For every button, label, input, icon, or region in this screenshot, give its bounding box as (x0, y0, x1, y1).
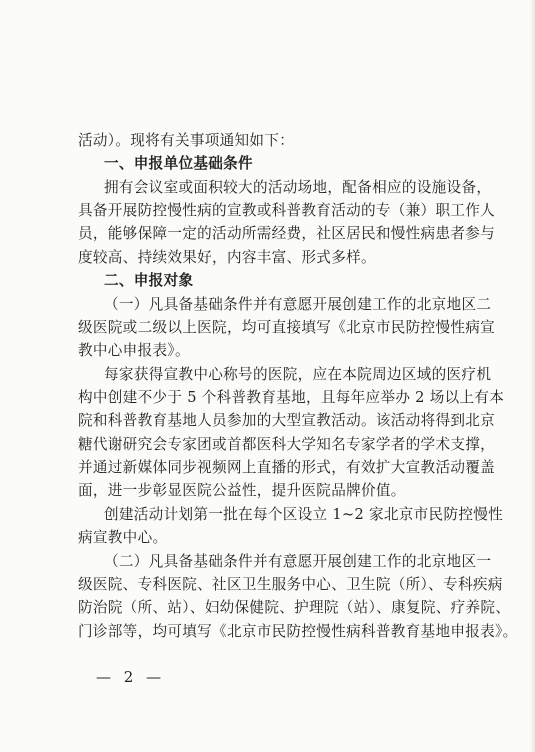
text-line: 级医院、专科医院、社区卫生服务中心、卫生院（所）、专科疾病 (78, 576, 503, 593)
text-line: 病宣教中心。 (78, 529, 168, 546)
scan-edge-shadow (529, 0, 535, 752)
text-line: （二）凡具备基础条件并有意愿开展创建工作的北京地区一 (104, 553, 492, 570)
text-line: 门诊部等，均可填写《北京市民防控慢性病科普教育基地申报表》。 (78, 623, 518, 640)
text-line: 级医院或二级以上医院，均可直接填写《北京市民防控慢性病宣 (78, 319, 496, 336)
text-line: 拥有会议室或面积较大的活动场地，配备相应的设施设备， (104, 179, 492, 196)
section-heading: 二、申报对象 (104, 272, 194, 289)
text-line: 教中心申报表》。 (78, 342, 190, 359)
text-line: （一）凡具备基础条件并有意愿开展创建工作的北京地区二 (104, 296, 492, 313)
text-line: 构中创建不少于 5 个科普教育基地，且每年应举办 2 场以上有本 (78, 389, 505, 406)
text-line: 度较高、持续效果好，内容丰富、形式多样。 (78, 249, 376, 266)
text-line: 员，能够保障一定的活动所需经费，社区居民和慢性病患者参与 (78, 225, 496, 242)
text-line: 面，进一步彰显医院公益性，提升医院品牌价值。 (78, 482, 406, 499)
page-number: — 2 — (96, 668, 166, 686)
text-line: 每家获得宣教中心称号的医院，应在本院周边区域的医疗机 (104, 366, 492, 383)
text-line: 具备开展防控慢性病的宣教或科普教育活动的专（兼）职工作人 (78, 202, 496, 219)
section-heading: 一、申报单位基础条件 (104, 155, 253, 172)
text-line: 活动）。现将有关事项通知如下： (78, 132, 295, 149)
text-line: 防治院（所、站）、妇幼保健院、护理院（站）、康复院、疗养院、 (78, 599, 511, 616)
text-line: 院和科普教育基地人员参加的大型宣教活动。该活动将得到北京 (78, 412, 496, 429)
text-line: 创建活动计划第一批在每个区设立 1~2 家北京市民防控慢性 (104, 506, 504, 523)
text-line: 糖代谢研究会专家团或首都医科大学知名专家学者的学术支撑， (78, 436, 496, 453)
text-line: 并通过新媒体同步视频网上直播的形式，有效扩大宣教活动覆盖 (78, 459, 496, 476)
